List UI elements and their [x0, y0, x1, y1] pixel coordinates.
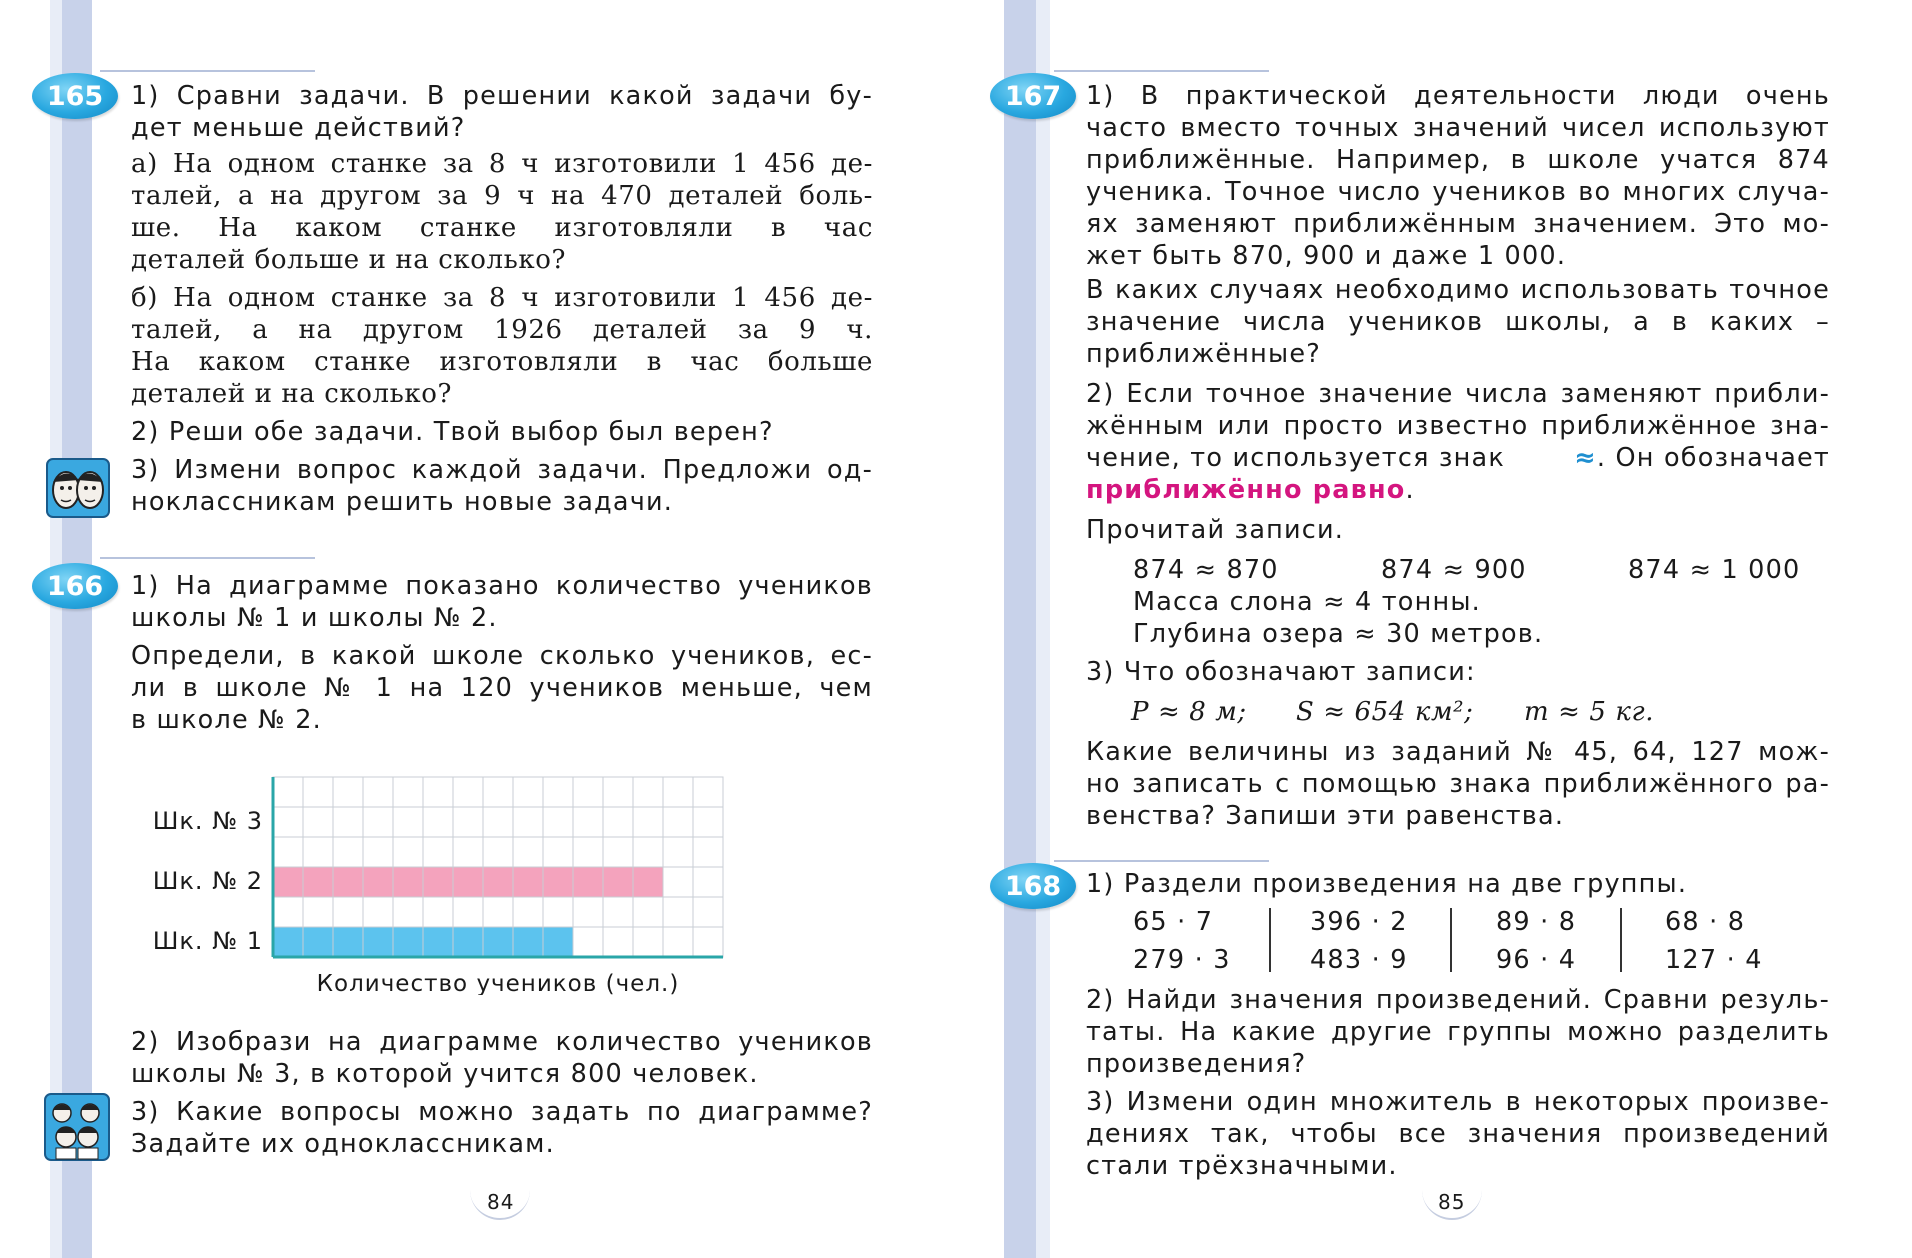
grid-cell [423, 807, 453, 837]
read-records-label: Прочитай записи. [1086, 515, 1345, 545]
grid-cell [603, 927, 633, 957]
example-5: Глубина озера ≈ 30 метров. [1133, 619, 1544, 649]
task-number-badge: 167 [990, 73, 1076, 119]
grid-cell [513, 897, 543, 927]
grid-cell [513, 837, 543, 867]
task167-p1b-line1: В каких случаях необходимо использовать точное [1086, 275, 1830, 305]
task167-p1-line2: часто вместо точных значений чисел используют [1086, 113, 1830, 143]
bar-segment [423, 927, 453, 957]
example-3: 874 ≈ 1 000 [1628, 555, 1801, 585]
task165-item3-line2: ноклассникам решить новые задачи. [131, 487, 674, 517]
task167-p2-line3 [1086, 442, 1830, 474]
bar-segment [333, 867, 363, 897]
grid-cell [573, 777, 603, 807]
grid-cell [453, 777, 483, 807]
formula-mass: m ≈ 5 кг. [1524, 697, 1655, 727]
task167-item3: 3) Что обозначают записи: [1086, 657, 1476, 687]
example-4: Масса слона ≈ 4 тонны. [1133, 587, 1481, 617]
task-number-badge: 168 [990, 863, 1076, 909]
bar-segment [393, 927, 423, 957]
task168-item2-line1: 2) Найди значения произведений. Сравни резуль- [1086, 985, 1830, 1015]
grid-cell [453, 897, 483, 927]
grid-cell [303, 807, 333, 837]
grid-cell [393, 777, 423, 807]
grid-cell [633, 777, 663, 807]
grid-cell [303, 837, 333, 867]
task167-p1b-line2: значение числа учеников школы, а в каких – [1086, 307, 1830, 337]
grid-cell [693, 927, 723, 957]
task165-a-line3: ше. На каком станке изготовляли в час [131, 213, 873, 243]
bar-chart [130, 765, 730, 995]
grid-cell [633, 897, 663, 927]
task167-p2-line1: 2) Если точное значение числа заменяют прибли- [1086, 379, 1830, 409]
pair-work-icon [46, 458, 110, 518]
product: 279 · 3 [1133, 945, 1231, 975]
grid-cell [663, 927, 693, 957]
task166-item2-line2: школы № 3, в которой учится 800 человек. [131, 1059, 759, 1089]
column-separator [1620, 908, 1622, 972]
grid-cell [693, 897, 723, 927]
grid-cell [423, 837, 453, 867]
task165-a-line4: деталей больше и на сколько? [131, 245, 567, 275]
task-number-badge: 165 [32, 73, 118, 119]
grid-cell [483, 777, 513, 807]
grid-cell [483, 897, 513, 927]
grid-cell [693, 777, 723, 807]
grid-cell [603, 807, 633, 837]
category-label: Шк. № 3 [152, 807, 263, 835]
example-1: 874 ≈ 870 [1133, 555, 1279, 585]
grid-cell [573, 837, 603, 867]
task167-p1-line6: жет быть 870, 900 и даже 1 000. [1086, 241, 1567, 271]
task166-item3-line2: Задайте их одноклассникам. [131, 1129, 555, 1159]
bar-segment [273, 927, 303, 957]
task166-item1-line1: 1) На диаграмме показано количество учеников [131, 571, 873, 601]
grid-cell [363, 807, 393, 837]
task167-p1-line4: ученика. Точное число учеников во многих случа- [1086, 177, 1830, 207]
task167-p2-line3-rest [1574, 442, 1830, 474]
bar-segment [513, 867, 543, 897]
grid-cell [663, 777, 693, 807]
grid-cell [363, 837, 393, 867]
margin-band [62, 0, 92, 1258]
grid-cell [693, 807, 723, 837]
task168-item2-line2: таты. На какие другие группы можно разделить [1086, 1017, 1830, 1047]
task165-b-line1: б) На одном станке за 8 ч изготовили 1 456 де- [131, 283, 873, 313]
task168-item1: 1) Раздели произведения на две группы. [1086, 869, 1688, 899]
column-separator [1450, 908, 1452, 972]
product: 127 · 4 [1665, 945, 1763, 975]
task-divider [100, 70, 315, 72]
approx-sign: ≈ [1574, 443, 1597, 473]
task165-b-line2: талей, а на другом 1926 деталей за 9 ч. [131, 315, 873, 345]
task167-p3b-line2: но записать с помощью знака приближённого ра- [1086, 769, 1830, 799]
task167-p1-line5: ях заменяют приближённым значением. Это мо- [1086, 209, 1830, 239]
bar-segment [543, 867, 573, 897]
formula-area: S ≈ 654 км²; [1296, 697, 1474, 727]
product: 96 · 4 [1496, 945, 1577, 975]
category-label: Шк. № 1 [152, 927, 263, 955]
grid-cell [273, 777, 303, 807]
formula-perimeter: P ≈ 8 м; [1131, 697, 1247, 727]
task167-p2-line3-text: чение, то используется знак [1086, 443, 1505, 473]
task166-item1b-line3: в школе № 2. [131, 705, 322, 735]
task167-p2-line4 [1086, 474, 1415, 506]
grid-cell [663, 837, 693, 867]
bar-segment [363, 927, 393, 957]
task-divider [1054, 860, 1269, 862]
grid-cell [333, 837, 363, 867]
grid-cell [483, 807, 513, 837]
grid-cell [393, 837, 423, 867]
bar-segment [333, 927, 363, 957]
product: 483 · 9 [1310, 945, 1408, 975]
bar-segment [273, 867, 303, 897]
page-number: 85 [1438, 1190, 1466, 1214]
task168-item3-line3: стали трёхзначными. [1086, 1151, 1398, 1181]
grid-cell [633, 927, 663, 957]
task167-p1-line1: 1) В практической деятельности люди очень [1086, 81, 1830, 111]
margin-band [1036, 0, 1050, 1258]
grid-cell [573, 927, 603, 957]
grid-cell [573, 807, 603, 837]
grid-cell [453, 807, 483, 837]
bar-segment [453, 927, 483, 957]
grid-cell [543, 807, 573, 837]
bar-segment [603, 867, 633, 897]
task165-b-line3: На каком станке изготовляли в час больше [131, 347, 873, 377]
task167-p2-line3-tail: . Он обозначает [1596, 443, 1830, 473]
bar-segment [303, 867, 333, 897]
grid-cell [423, 897, 453, 927]
grid-cell [663, 897, 693, 927]
bar-segment [363, 867, 393, 897]
bar-segment [573, 867, 603, 897]
term-approximately-equal: приближённо равно [1086, 475, 1406, 505]
bar-segment [633, 867, 663, 897]
grid-cell [603, 897, 633, 927]
grid-cell [333, 807, 363, 837]
product: 89 · 8 [1496, 907, 1577, 937]
task-divider [1054, 70, 1269, 72]
task165-item3-line1: 3) Измени вопрос каждой задачи. Предложи од- [131, 455, 873, 485]
grid-cell [423, 777, 453, 807]
grid-cell [603, 777, 633, 807]
task165-a-line2: талей, а на другом за 9 ч на 470 деталей боль- [131, 181, 873, 211]
task165-item1-line2: дет меньше действий? [131, 113, 466, 143]
bar-segment [453, 867, 483, 897]
product: 65 · 7 [1133, 907, 1214, 937]
task165-item2: 2) Реши обе задачи. Твой выбор был верен? [131, 417, 774, 447]
task166-item2-line1: 2) Изобрази на диаграмме количество учеников [131, 1027, 873, 1057]
margin-band [50, 0, 62, 1258]
grid-cell [333, 777, 363, 807]
grid-cell [663, 807, 693, 837]
bar-segment [513, 927, 543, 957]
task168-item3-line2: дениях так, чтобы все значения произведений [1086, 1119, 1830, 1149]
grid-cell [663, 867, 693, 897]
task168-item2-line3: произведения? [1086, 1049, 1307, 1079]
grid-cell [273, 807, 303, 837]
task167-p2-line2: жённым или просто известно приближённое зна- [1086, 411, 1830, 441]
task-number-badge: 166 [32, 563, 118, 609]
margin-band [1004, 0, 1036, 1258]
grid-cell [483, 837, 513, 867]
grid-cell [603, 837, 633, 867]
bar-segment [483, 867, 513, 897]
grid-cell [633, 837, 663, 867]
grid-cell [363, 897, 393, 927]
task166-item1-line2: школы № 1 и школы № 2. [131, 603, 498, 633]
bar-segment [543, 927, 573, 957]
category-label: Шк. № 2 [152, 867, 263, 895]
task166-item3-line1: 3) Какие вопросы можно задать по диаграмме? [131, 1097, 873, 1127]
example-2: 874 ≈ 900 [1381, 555, 1527, 585]
task167-p1-line3: приближённые. Например, в школе учатся 874 [1086, 145, 1830, 175]
grid-cell [543, 897, 573, 927]
grid-cell [633, 807, 663, 837]
grid-cell [303, 897, 333, 927]
task165-b-line4: деталей и на сколько? [131, 379, 453, 409]
group-work-icon [44, 1093, 110, 1161]
grid-cell [273, 837, 303, 867]
task166-item1b-line2: ли в школе № 1 на 120 учеников меньше, чем [131, 673, 873, 703]
right-page [956, 0, 1912, 1258]
grid-cell [273, 897, 303, 927]
task-divider [100, 557, 315, 559]
bar-segment [483, 927, 513, 957]
product: 68 · 8 [1665, 907, 1746, 937]
task167-p3b-line3: венства? Запиши эти равенства. [1086, 801, 1565, 831]
grid-cell [693, 837, 723, 867]
grid-cell [513, 807, 543, 837]
grid-cell [303, 777, 333, 807]
x-axis-label: Количество учеников (чел.) [316, 971, 680, 995]
term-dot: . [1405, 475, 1415, 505]
grid-cell [543, 777, 573, 807]
task165-item1-line1: 1) Сравни задачи. В решении какой задачи бу- [131, 81, 873, 111]
task166-item1b-line1: Определи, в какой школе сколько учеников, ес- [131, 641, 873, 671]
grid-cell [363, 777, 393, 807]
grid-cell [513, 777, 543, 807]
bar-segment [423, 867, 453, 897]
grid-cell [333, 897, 363, 927]
grid-cell [393, 807, 423, 837]
task167-p3b-line1: Какие величины из заданий № 45, 64, 127 мож- [1086, 737, 1830, 767]
task167-p1b-line3: приближённые? [1086, 339, 1321, 369]
product: 396 · 2 [1310, 907, 1408, 937]
grid-cell [573, 897, 603, 927]
grid-cell [453, 837, 483, 867]
bar-segment [303, 927, 333, 957]
column-separator [1269, 908, 1271, 972]
grid-cell [543, 837, 573, 867]
page-number: 84 [487, 1190, 515, 1214]
task168-item3-line1: 3) Измени один множитель в некоторых произве- [1086, 1087, 1830, 1117]
bar-segment [393, 867, 423, 897]
grid-cell [393, 897, 423, 927]
task165-a-line1: а) На одном станке за 8 ч изготовили 1 456 де- [131, 149, 873, 179]
grid-cell [693, 867, 723, 897]
